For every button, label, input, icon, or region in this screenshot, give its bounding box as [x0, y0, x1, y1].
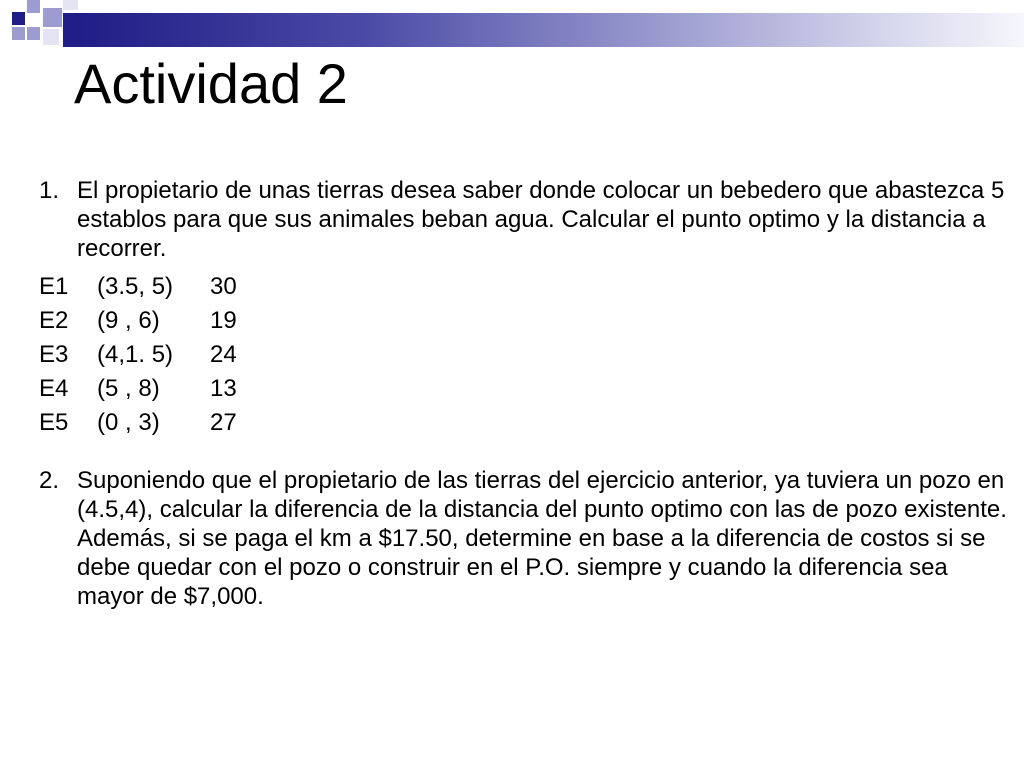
title-gradient-bar [79, 13, 1024, 47]
stable-coords: (5 , 8) [97, 374, 160, 402]
stable-weight: 30 [210, 272, 237, 300]
stable-id: E4 [39, 374, 69, 402]
stable-row [39, 337, 1019, 371]
problem-1-text: El propietario de unas tierras desea saber donde colocar un bebedero que abastezca 5 establos para que sus animales beban agua. Calcular el punto optimo y la distancia a recorrer. [77, 177, 1005, 262]
deco-square-medium [63, 13, 79, 47]
stable-weight: 19 [210, 306, 237, 334]
problem-1-number: 1. [39, 177, 60, 204]
stable-id: E3 [39, 340, 69, 368]
stable-coords: (3.5, 5) [97, 272, 174, 300]
slide-title: Actividad 2 [74, 52, 348, 115]
deco-square-small [12, 27, 25, 40]
stable-weight: 13 [210, 374, 237, 402]
stables-list [39, 269, 1019, 439]
stable-row [39, 269, 1019, 303]
stable-row [39, 303, 1019, 337]
stable-id: E2 [39, 306, 69, 334]
stable-coords: (0 , 3) [97, 408, 160, 436]
deco-square-tiny [63, 0, 78, 10]
stable-id: E1 [39, 272, 69, 300]
deco-square-medium [43, 29, 59, 45]
deco-square-small [12, 12, 25, 25]
stable-weight: 27 [210, 408, 237, 436]
problem-1 [39, 176, 1019, 263]
problem-2-text: Suponiendo que el propietario de las tierras del ejercicio anterior, ya tuviera un pozo en (4.5,4), calcular la diferencia de la distancia del punto optimo con las de pozo existente. Además, si se paga el km a $17.50, determine en base a la diferencia de costos si se debe quedar con el pozo o construir en el P.O. siempre y cuando la diferencia sea mayor de $7,000. [77, 467, 1007, 610]
stable-coords: (9 , 6) [97, 306, 160, 334]
stable-weight: 24 [210, 340, 237, 368]
deco-square-small [27, 27, 40, 40]
deco-square-large [43, 8, 62, 27]
deco-square-small [27, 0, 40, 13]
stable-id: E5 [39, 408, 69, 436]
stable-row [39, 371, 1019, 405]
slide-content [39, 176, 1019, 611]
problem-2 [39, 466, 1019, 611]
stable-row [39, 405, 1019, 439]
stable-coords: (4,1. 5) [97, 340, 174, 368]
problem-2-number: 2. [39, 467, 60, 494]
